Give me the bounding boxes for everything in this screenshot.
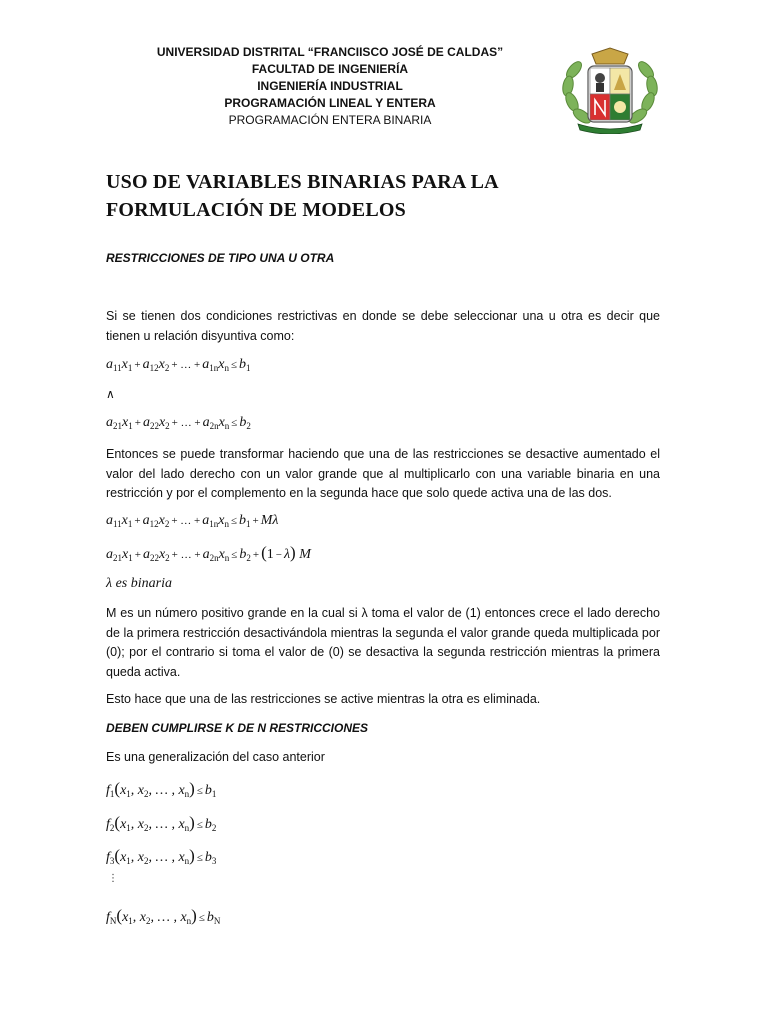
- document-title-line-2: FORMULACIÓN DE MODELOS: [106, 199, 406, 221]
- section-heading-k-of-n: DEBEN CUMPLIRSE K DE N RESTRICCIONES: [106, 721, 369, 735]
- faculty-name: FACULTAD DE INGENIERÍA: [251, 62, 409, 76]
- equation-3: $a_{11}x_1 + a_{12}x_2$ + … + $a_{1n}x_n \le b_1 + M\lambda$: [106, 513, 279, 529]
- paragraph-summary: Esto hace que una de las restricciones se active mientras la otra es eliminada.: [106, 692, 541, 706]
- university-crest-icon: [556, 40, 664, 134]
- university-name: UNIVERSIDAD DISTRITAL “FRANCIISCO JOSÉ DE CALDAS”: [156, 45, 504, 59]
- and-symbol: ∧: [106, 387, 115, 401]
- paragraph-intro: Si se tienen dos condiciones restrictivas en donde se debe seleccionar una u otra es decir que tienen u relación disyuntiva como:: [106, 309, 660, 343]
- section-heading-either-or: RESTRICCIONES DE TIPO UNA U OTRA: [106, 251, 335, 265]
- function-2: $f_2(x_1$, $x_2$, … , $x_n) \le b_2$: [106, 813, 217, 833]
- function-3: $f_3(x_1$, $x_2$, … , $x_n) \le b_3$: [106, 846, 217, 866]
- equation-2: $a_{21}x_1 + a_{22}x_2$ + … + $a_{2n}x_n \le b_2$: [106, 415, 251, 431]
- vertical-ellipsis: ⋮: [108, 873, 118, 884]
- equation-4: $a_{21}x_1 + a_{22}x_2$ + … + $a_{2n}x_n \le b_2 + (1 - \lambda)$ M: [106, 543, 311, 563]
- function-n: $f_N(x_1$, $x_2$, … , $x_n) \le b_N$: [106, 906, 221, 926]
- document-title-line-1: USO DE VARIABLES BINARIAS PARA LA: [106, 171, 499, 193]
- binary-note: λ es binaria: [106, 576, 172, 591]
- topic-name: PROGRAMACIÓN ENTERA BINARIA: [228, 113, 432, 127]
- paragraph-explanation: M es un número positivo grande en la cual si λ toma el valor de (1) entonces crece el lado derecho de la primera restricción desactivándola mientras la segunda el valor grande queda multiplicada por (0); por el contrario si toma el valor de (0) se desactiva la segunda restricción mientras la primera queda activa.: [106, 606, 660, 679]
- document-title: [106, 168, 666, 224]
- document-header: [100, 44, 560, 129]
- function-1: $f_1(x_1$, $x_2$, … , $x_n) \le b_1$: [106, 779, 217, 799]
- equation-1: $a_{11}x_1 + a_{12}x_2$ + … + $a_{1n}x_n \le b_1$: [106, 357, 251, 373]
- program-name: INGENIERÍA INDUSTRIAL: [257, 79, 403, 93]
- course-name: PROGRAMACIÓN LINEAL Y ENTERA: [224, 96, 436, 110]
- paragraph-generalization: Es una generalización del caso anterior: [106, 750, 325, 764]
- paragraph-transform: Entonces se puede transformar haciendo que una de las restricciones se desactive aumentado el valor del lado derecho con un valor grande que al multiplicarlo con una variable binaria en una restricción y por el complemento en la segunda hace que solo quede activa una de las dos.: [106, 447, 660, 500]
